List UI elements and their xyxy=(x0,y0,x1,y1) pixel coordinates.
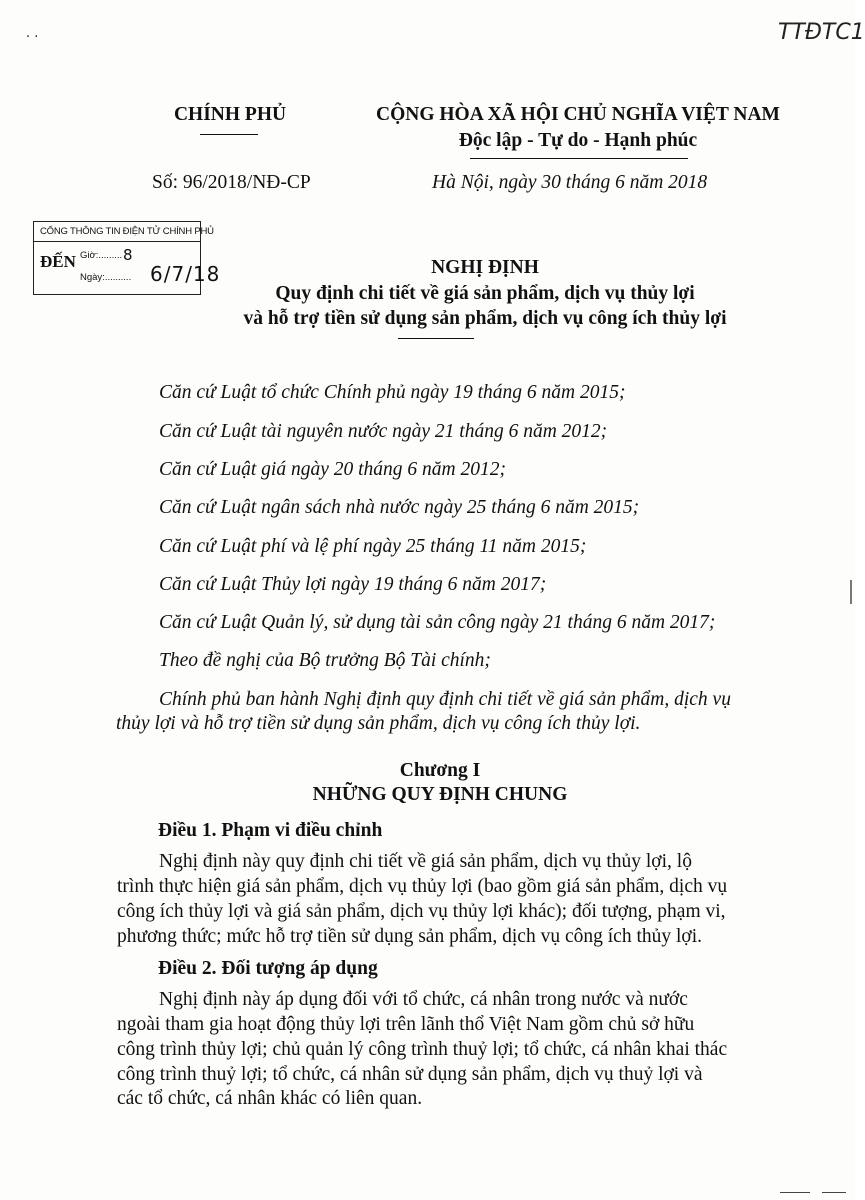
chapter-number: Chương I xyxy=(399,760,481,781)
stamp-ngay-value: 6/7/18 xyxy=(150,262,221,286)
article-1-line: công ích thủy lợi và giá sản phẩm, dịch vụ thủy lợi khác); đối tượng, phạm vi, xyxy=(117,901,726,922)
article-2-line: ngoài tham gia hoạt động thủy lợi trên lãnh thổ Việt Nam gồm chủ sở hữu xyxy=(117,1014,695,1035)
motto-underline xyxy=(470,158,688,159)
legal-basis-item: Căn cứ Luật tài nguyên nước ngày 21 tháng 6 năm 2012; xyxy=(159,421,608,442)
stamp-gio-value: 8 xyxy=(123,246,133,264)
article-1-line: trình thực hiện giá sản phẩm, dịch vụ thủy lợi (bao gồm giá sản phẩm, dịch vụ xyxy=(117,876,728,897)
legal-basis-item: Căn cứ Luật phí và lệ phí ngày 25 tháng 11 năm 2015; xyxy=(159,536,587,557)
legal-basis-item: Căn cứ Luật ngân sách nhà nước ngày 25 tháng 6 năm 2015; xyxy=(159,497,640,518)
article-1-line: phương thức; mức hỗ trợ tiền sử dụng sản phẩm, dịch vụ công ích thủy lợi. xyxy=(117,926,703,947)
article-2-heading: Điều 2. Đối tượng áp dụng xyxy=(158,958,378,979)
scan-edge-mark xyxy=(822,1192,846,1193)
document-number: Số: 96/2018/NĐ-CP xyxy=(152,172,311,193)
stamp-title: CỔNG THÔNG TIN ĐIỆN TỬ CHÍNH PHỦ xyxy=(40,226,214,237)
issuance-line-2: thủy lợi và hỗ trợ tiền sử dụng sản phẩm, dịch vụ công ích thủy lợi. xyxy=(116,713,641,734)
agency-underline xyxy=(200,134,258,135)
legal-basis-item: Căn cứ Luật tổ chức Chính phủ ngày 19 tháng 6 năm 2015; xyxy=(159,382,626,403)
legal-basis-item: Theo đề nghị của Bộ trưởng Bộ Tài chính; xyxy=(159,650,491,671)
scan-edge-mark xyxy=(780,1192,810,1193)
national-motto: Độc lập - Tự do - Hạnh phúc xyxy=(458,130,698,151)
title-underline xyxy=(398,338,474,339)
title-line-2: và hỗ trợ tiền sử dụng sản phẩm, dịch vụ công ích thủy lợi xyxy=(243,308,727,329)
handwritten-note: TTĐTC1 xyxy=(778,20,865,45)
stamp-divider xyxy=(34,241,200,242)
article-1-line: Nghị định này quy định chi tiết về giá sản phẩm, dịch vụ thủy lợi, lộ xyxy=(159,851,692,872)
article-2-line: công trình thủy lợi; chủ quản lý công trình thuỷ lợi; tổ chức, cá nhân khai thác xyxy=(117,1039,728,1060)
place-date: Hà Nội, ngày 30 tháng 6 năm 2018 xyxy=(432,172,708,193)
title-line-1: Quy định chi tiết về giá sản phẩm, dịch vụ thủy lợi xyxy=(275,283,695,304)
agency-name: CHÍNH PHỦ xyxy=(173,104,287,125)
article-2-line: Nghị định này áp dụng đối với tổ chức, cá nhân trong nước và nước xyxy=(159,989,688,1010)
issuance-line-1: Chính phủ ban hành Nghị định quy định chi tiết về giá sản phẩm, dịch vụ xyxy=(159,689,731,710)
chapter-name: NHỮNG QUY ĐỊNH CHUNG xyxy=(312,784,568,805)
top-left-specks: · · xyxy=(26,30,39,45)
stamp-den-label: ĐẾN xyxy=(40,252,76,271)
stamp-ngay-label: Ngày:.......... xyxy=(80,272,132,283)
legal-basis-item: Căn cứ Luật Thủy lợi ngày 19 tháng 6 năm 2017; xyxy=(159,574,547,595)
legal-basis-item: Căn cứ Luật Quản lý, sử dụng tài sản công ngày 21 tháng 6 năm 2017; xyxy=(159,612,716,633)
country-name: CỘNG HÒA XÃ HỘI CHỦ NGHĨA VIỆT NAM xyxy=(376,104,780,125)
stamp-gio-label: Giờ:......... xyxy=(80,250,123,261)
article-2-line: công trình thuỷ lợi; tổ chức, cá nhân sử dụng sản phẩm, dịch vụ thuỷ lợi và xyxy=(117,1064,703,1085)
legal-basis-item: Căn cứ Luật giá ngày 20 tháng 6 năm 2012; xyxy=(159,459,507,480)
article-1-heading: Điều 1. Phạm vi điều chỉnh xyxy=(158,820,383,841)
scan-edge-mark xyxy=(850,580,852,604)
article-2-line: các tổ chức, cá nhân khác có liên quan. xyxy=(117,1088,423,1109)
doc-type: NGHỊ ĐỊNH xyxy=(431,257,539,278)
